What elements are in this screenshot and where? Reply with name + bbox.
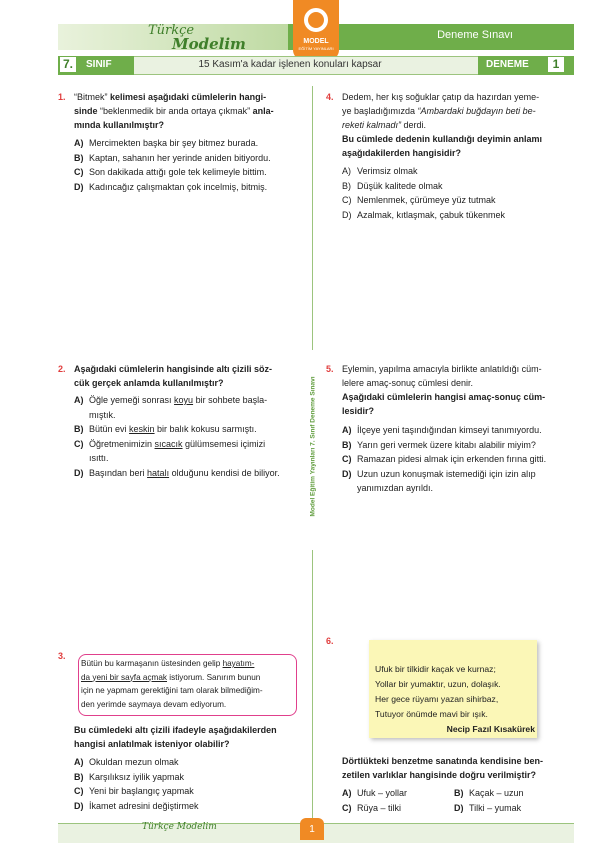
scope-text: 15 Kasım'a kadar işlenen konuları kapsar xyxy=(198,59,382,70)
q2-number: 2. xyxy=(58,364,66,374)
q1-option-a[interactable]: A) Mercimekten başka bir şey bitmez burada. xyxy=(74,138,259,148)
q1-option-b[interactable]: B) Kaptan, sahanın her yerinde aniden bitiyordu. xyxy=(74,152,271,163)
q5-number: 5. xyxy=(326,364,334,374)
q5-stem xyxy=(342,362,574,418)
page-number: 1 xyxy=(300,818,324,840)
q4-option-c[interactable]: C) Nemlenmek, çürümeye yüz tutmak xyxy=(342,195,496,205)
q5-option-c[interactable]: C) Ramazan pidesi almak için erkenden fırına gitti. xyxy=(342,454,547,464)
q6-poem-line: Tutuyor önümde mavi bir ışık. xyxy=(375,709,488,719)
q3-options xyxy=(74,755,300,813)
exam-title: Deneme Sınavı xyxy=(437,29,513,41)
grade-label: SINIF xyxy=(86,59,112,70)
q5-options xyxy=(342,423,574,496)
q5-option-d[interactable]: D) Uzun uzun konuşmak istemediği için izin alıp xyxy=(342,468,536,479)
q6-poem-line: Ufuk bir tilkidir kaçak ve kurnaz; xyxy=(375,664,496,674)
q3-number: 3. xyxy=(58,651,66,661)
q2-stem-line2: cük gerçek anlamda kullanılmıştır? xyxy=(74,378,224,388)
q3-option-a[interactable]: A) Okuldan mezun olmak xyxy=(74,757,179,767)
q6-stem-line1: Dörtlükteki benzetme sanatında kendisine ben- xyxy=(342,756,544,766)
q6-options xyxy=(342,786,574,815)
q6-author: Necip Fazıl Kısakürek xyxy=(446,724,535,734)
q2-stem xyxy=(74,362,300,390)
q1-stem-line2c: anla- xyxy=(250,106,274,116)
q5-stem-line2: lelere amaç-sonuç cümlesi denir. xyxy=(342,378,474,388)
q2-option-c-cont: ısıttı. xyxy=(89,453,109,463)
q3-option-b[interactable]: B) Karşılıksız iyilik yapmak xyxy=(74,771,185,782)
deneme-label: DENEME xyxy=(486,59,529,70)
q4-number: 4. xyxy=(326,92,334,102)
q3-stem-line2: hangisi anlatılmak isteniyor olabilir? xyxy=(74,739,230,749)
q6-option-b[interactable]: B) Kaçak – uzun xyxy=(454,788,524,798)
q4-option-a[interactable]: A) Verimsiz olmak xyxy=(342,166,418,176)
q2-option-d[interactable]: D) Başından beri hatalı olduğunu kendisi de biliyor. xyxy=(74,467,280,478)
q2-option-a[interactable]: A) Öğle yemeği sonrası koyu bir sohbete başla- xyxy=(74,395,268,405)
logo-text: MODEL xyxy=(303,38,329,45)
q6-stem xyxy=(342,754,574,782)
q3-option-c[interactable]: C) Yeni bir başlangıç yapmak xyxy=(74,786,194,796)
q2-stem-line1: Aşağıdaki cümlelerin hangisinde altı çizili söz- xyxy=(74,364,273,374)
brand-line1: Türkçe xyxy=(148,23,195,38)
q3-stem xyxy=(74,723,300,751)
q4-stem: Dedem, her kış soğuklar çatıp da hazırdan yeme- ye başladığımızda “Ambardaki buğdayın beti be- reketi kalmadı” derdi. Bu cümlede dedenin kullandığı deyimin anlamı aşağıdakilerden hangisidir? xyxy=(342,90,574,160)
q2-option-c[interactable]: C) Öğretmenimizin sıcacık gülümsemesi içimizi xyxy=(74,438,266,449)
side-label: Model Eğitim Yayınları 7. Sınıf Deneme Sınavı xyxy=(309,376,317,517)
q1-stem-line2a: sinde xyxy=(74,106,101,116)
grade-number: 7. xyxy=(60,57,76,72)
q5-question-line2: lesidir? xyxy=(342,406,375,416)
q3-option-d[interactable]: D) İkamet adresini değiştirmek xyxy=(74,800,199,811)
q4-options xyxy=(342,164,574,222)
q2-option-a-cont: mıştık. xyxy=(89,409,116,420)
q3-stem-line1: Bu cümledeki altı çizili ifadeyle aşağıdakilerden xyxy=(74,725,277,735)
q6-option-a[interactable]: A) Ufuk – yollar xyxy=(342,788,408,798)
q4-question-line1: Bu cümlede dedenin kullandığı deyimin anlamı xyxy=(342,134,543,144)
q2-options xyxy=(74,393,300,480)
q1-options xyxy=(74,136,304,194)
q6-option-d[interactable]: D) Tilki – yumak xyxy=(454,802,522,813)
q4-question-line2: aşağıdakilerden hangisidir? xyxy=(342,148,462,158)
q1-meaning: “beklenmedik bir anda ortaya çıkmak” xyxy=(100,106,251,116)
brand-line2: Modelim xyxy=(172,35,246,53)
q6-number: 6. xyxy=(326,636,334,646)
q1-option-c[interactable]: C) Son dakikada attığı gole tek kelimeyle bittim. xyxy=(74,167,267,177)
q6-poem xyxy=(375,662,535,737)
q3-passage: Bütün bu karmaşanın üstesinden gelip hayatım- da yeni bir sayfa açmak istiyorum. Sanırım bunun için ne yapmam gerektiğini tam olarak bilmediğim- den yerimde saymaya devam ediyorum. xyxy=(81,659,263,709)
q2-option-b[interactable]: B) Bütün evi keskin bir balık kokusu sarmıştı. xyxy=(74,424,257,434)
q1-stem-line3: mında kullanılmıştır? xyxy=(74,120,165,130)
q4-option-b[interactable]: B) Düşük kalitede olmak xyxy=(342,180,443,191)
q5-question-line1: Aşağıdaki cümlelerin hangisi amaç-sonuç cüm- xyxy=(342,392,546,402)
q5-option-d-cont: yanımızdan ayrıldı. xyxy=(357,483,434,493)
q4-stem-line1: Dedem, her kış soğuklar çatıp da hazırdan yeme- xyxy=(342,92,540,102)
q5-stem-line1: Eylemin, yapılma amacıyla birlikte anlatıldığı cüm- xyxy=(342,364,542,374)
q6-poem-line: Yollar bir yumaktır, uzun, dolaşık. xyxy=(375,679,501,689)
q6-option-c[interactable]: C) Rüya – tilki xyxy=(342,802,402,813)
q1-keyword: “Bitmek” xyxy=(74,92,110,102)
q5-option-a[interactable]: A) İlçeye yeni taşındığından kimseyi tanımıyordu. xyxy=(342,425,542,435)
logo-ring-icon xyxy=(304,8,328,32)
q1-stem xyxy=(74,90,298,132)
q1-number: 1. xyxy=(58,92,66,102)
q4-quote: “Ambardaki buğdayın beti be- xyxy=(417,106,536,116)
footer-brand: Türkçe Modelim xyxy=(142,822,217,832)
q1-option-d[interactable]: D) Kadıncağız çalışmaktan çok incelmiş, bitmiş. xyxy=(74,181,268,192)
q1-stem-line1: kelimesi aşağıdaki cümlelerin hangi- xyxy=(110,92,267,102)
q5-option-b[interactable]: B) Yarın geri vermek üzere kitabı alabilir miyim? xyxy=(342,439,536,450)
q6-stem-line2: zetilen varlıklar hangisinde doğru verilmiştir? xyxy=(342,770,537,780)
logo-subtext: EĞİTİM YAYINLARI xyxy=(298,46,334,51)
q4-option-d[interactable]: D) Azalmak, kıtlaşmak, çabuk tükenmek xyxy=(342,209,506,220)
q6-poem-line: Her gece rüyamı yazan sihirbaz, xyxy=(375,694,499,704)
deneme-number: 1 xyxy=(548,57,564,72)
